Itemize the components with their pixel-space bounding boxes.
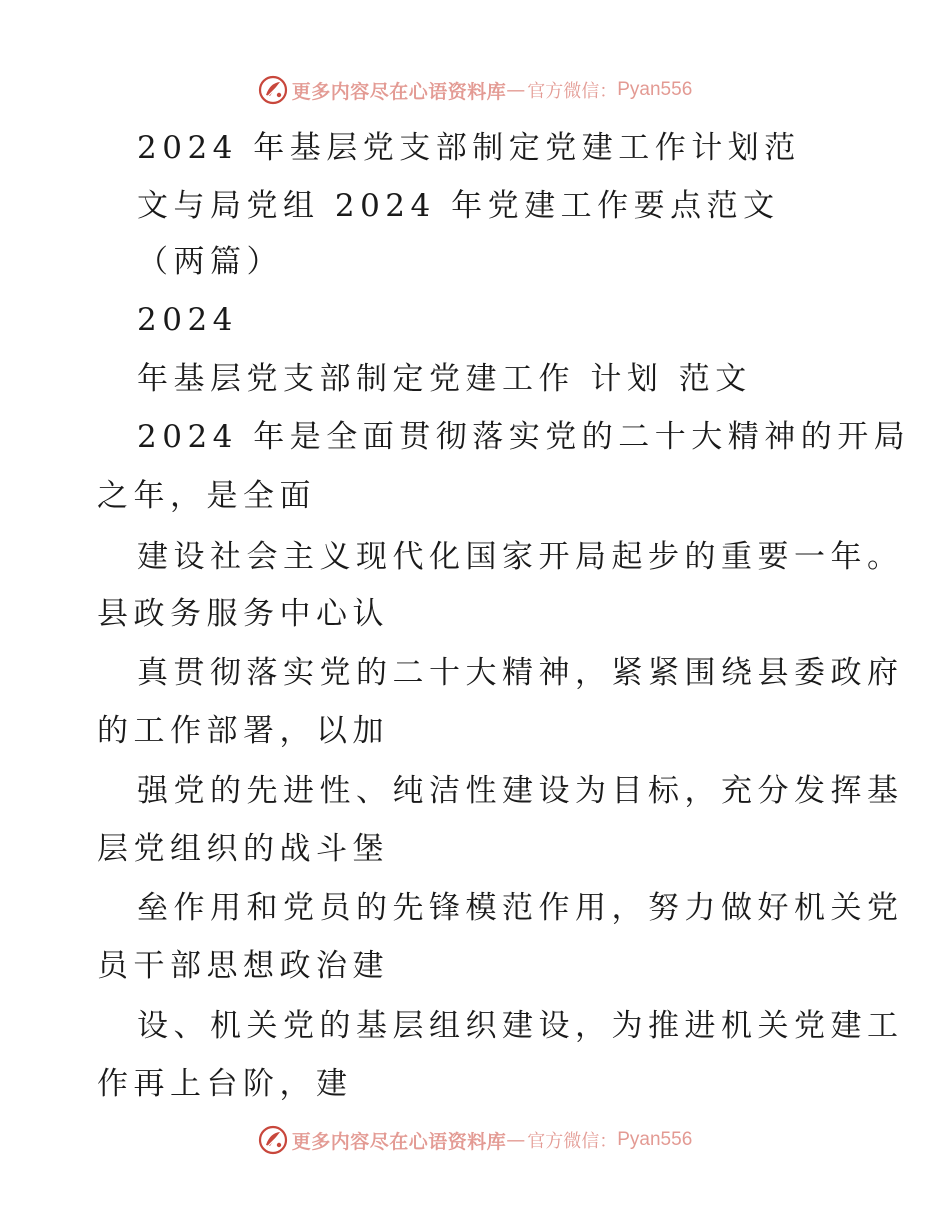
paragraph-line: 之年，是全面 [97,478,316,514]
banner-separator: — [506,1129,526,1151]
banner-separator: — [506,79,526,101]
paragraph-line: 建设社会主义现代化国家开局起步的重要一年。 [137,539,904,575]
title-line-2: 文与局党组 2024 年党建工作要点范文 [137,188,780,224]
paragraph-line: 2024 年是全面贯彻落实党的二十大精神的开局 [137,419,911,455]
paragraph-line: 垒作用和党员的先锋模范作用，努力做好机关党 [137,890,904,926]
title-line-3: （两篇） [137,244,283,280]
paragraph-line: 强党的先进性、纯洁性建设为目标，充分发挥基 [137,773,904,809]
paragraph-line: 的工作部署，以加 [97,713,389,749]
banner-wechat-id: Pyan556 [617,1129,693,1150]
paragraph-line: 作再上台阶，建 [97,1066,353,1102]
banner-text: 更多内容尽在心语资料库 [291,80,507,103]
banner-text: 更多内容尽在心语资料库 [291,1130,507,1153]
paragraph-line: 层党组织的战斗堡 [97,831,389,867]
banner-wechat-label: 官方微信： [527,1131,618,1152]
footer-banner [0,1118,950,1162]
brand-logo-icon [258,1125,288,1155]
paragraph-line: 员干部思想政治建 [97,948,389,984]
paragraph-line: 县政务服务中心认 [97,596,389,632]
paragraph-line: 设、机关党的基层组织建设，为推进机关党建工 [137,1008,904,1044]
heading-title: 年基层党支部制定党建工作 计划 范文 [137,361,752,397]
title-line-1: 2024 年基层党支部制定党建工作计划范 [137,130,801,166]
paragraph-line: 真贯彻落实党的二十大精神，紧紧围绕县委政府 [137,655,904,691]
banner-wechat-label: 官方微信： [527,81,618,102]
banner-wechat-id: Pyan556 [617,79,693,100]
heading-year: 2024 [137,302,238,338]
